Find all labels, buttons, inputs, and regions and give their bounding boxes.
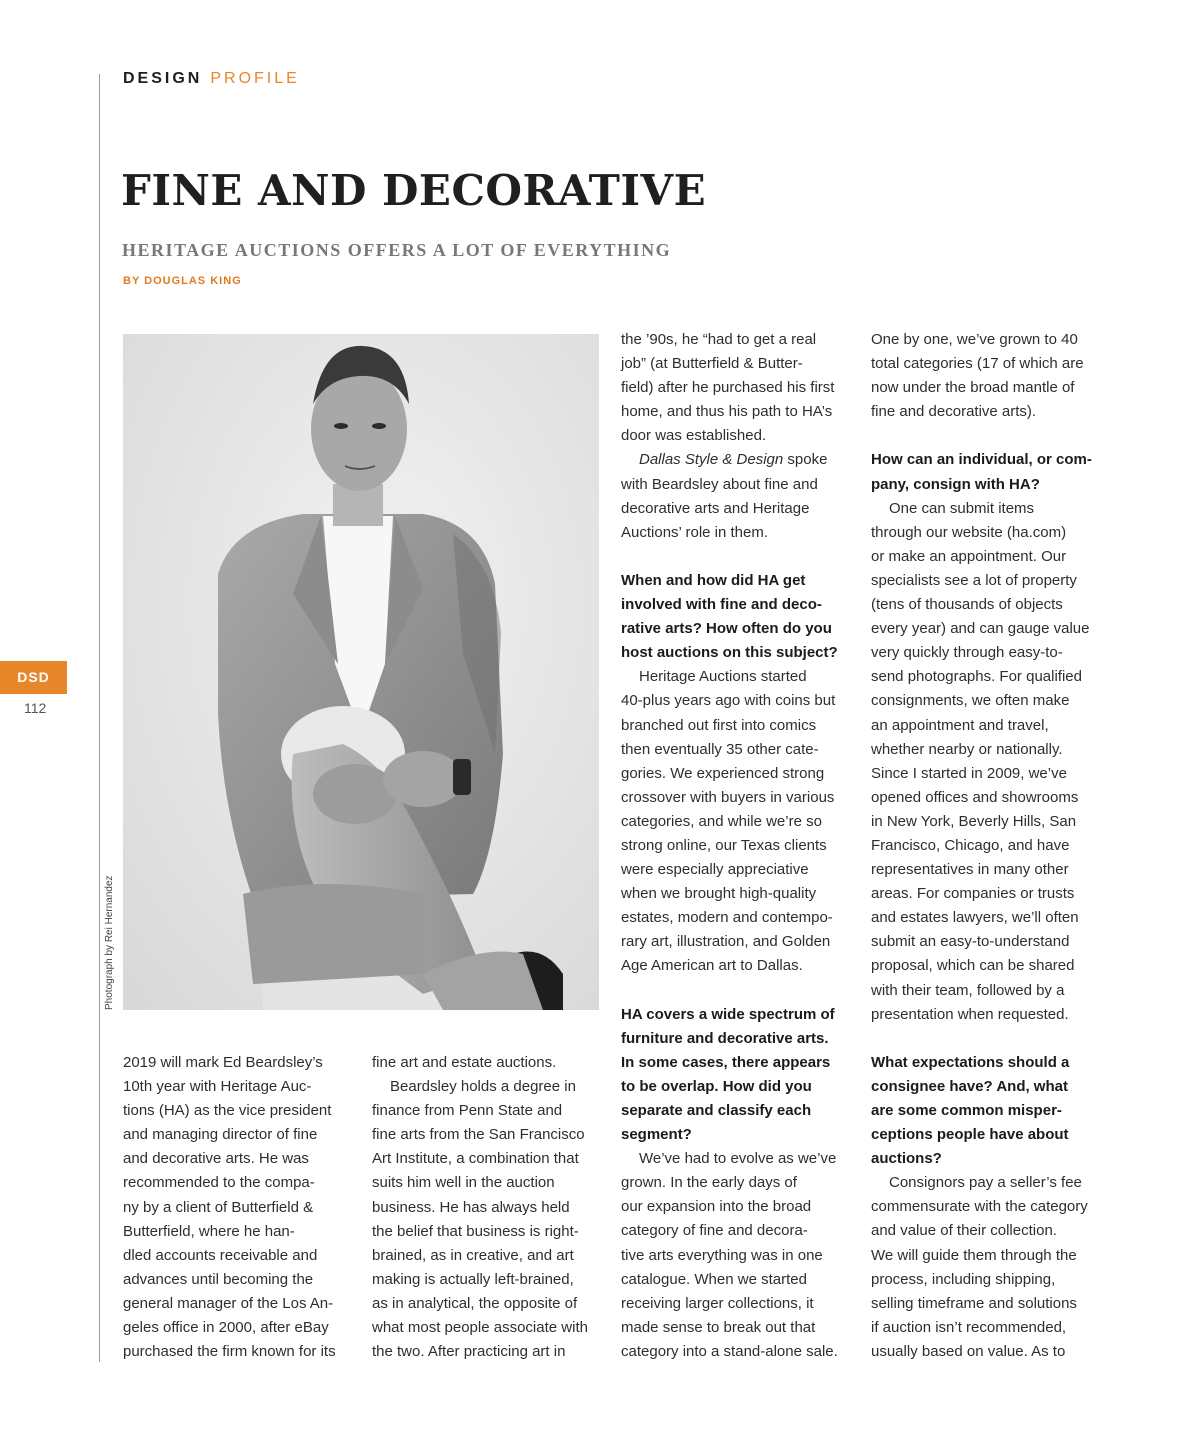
- text-line: job” (at Butterfield & Butter-: [621, 355, 803, 373]
- text-line: Heritage Auctions started: [639, 668, 807, 686]
- text-line: 10th year with Heritage Auc-: [123, 1078, 312, 1096]
- text-line: ny by a client of Butterfield &: [123, 1198, 314, 1216]
- text-line: One can submit items: [889, 499, 1035, 517]
- text-line: How can an individual, or com-: [871, 451, 1092, 469]
- text-line: advances until becoming the: [123, 1270, 314, 1288]
- text-line: fine and decorative arts).: [871, 403, 1037, 421]
- article-column-4: [871, 328, 1103, 1364]
- text-line: send photographs. For qualified: [871, 668, 1082, 686]
- interview-answer: [621, 1147, 853, 1364]
- text-line: recommended to the compa-: [123, 1174, 315, 1192]
- text-line: through our website (ha.com): [871, 523, 1067, 541]
- article-title: FINE AND DECORATIVE: [121, 166, 707, 215]
- text-line: 40-plus years ago with coins but: [621, 692, 836, 710]
- text-line: to be overlap. How did you: [621, 1077, 812, 1095]
- text-line: pany, consign with HA?: [871, 475, 1040, 493]
- text-line: presentation when requested.: [871, 1005, 1069, 1023]
- text-line: Consignors pay a seller’s fee: [889, 1174, 1082, 1192]
- interview-question: [871, 1051, 1103, 1171]
- text-line: category of fine and decora-: [621, 1222, 808, 1240]
- paragraph: [621, 448, 853, 544]
- text-line: consignments, we often make: [871, 692, 1070, 710]
- publication-name: Dallas Style & Design: [639, 451, 784, 469]
- text-line: as in analytical, the opposite of: [372, 1294, 578, 1312]
- interview-answer: [871, 497, 1103, 1027]
- text-line: suits him well in the auction: [372, 1174, 555, 1192]
- text-line: tive arts everything was in one: [621, 1246, 823, 1264]
- text-line: and value of their collection.: [871, 1222, 1057, 1240]
- text-line: estates, modern and contempo-: [621, 909, 833, 927]
- text-line: When and how did HA get: [621, 571, 806, 589]
- portrait-photo: [123, 334, 599, 1010]
- text-line: In some cases, there appears: [621, 1053, 831, 1071]
- interview-question: [621, 1003, 853, 1148]
- text-line: and decorative arts. He was: [123, 1150, 309, 1168]
- text-line: segment?: [621, 1126, 692, 1144]
- interview-answer: [871, 1171, 1103, 1364]
- margin-rule: [99, 74, 100, 1362]
- text-line: We will guide them through the: [871, 1246, 1077, 1264]
- text-line: and estates lawyers, we’ll often: [871, 909, 1079, 927]
- text-line: consignee have? And, what: [871, 1077, 1068, 1095]
- text-line: selling timeframe and solutions: [871, 1294, 1077, 1312]
- paragraph: [871, 328, 1103, 424]
- paragraph: [372, 1075, 604, 1364]
- text-line: brained, as in creative, and art: [372, 1246, 574, 1264]
- text-line: representatives in many other: [871, 861, 1069, 879]
- text-line: in New York, Beverly Hills, San: [871, 812, 1077, 830]
- text-line: the two. After practicing art in: [372, 1343, 566, 1361]
- article-subtitle: HERITAGE AUCTIONS OFFERS A LOT OF EVERYTHING: [122, 240, 672, 260]
- text-line: strong online, our Texas clients: [621, 836, 827, 854]
- section-label-profile: PROFILE: [210, 70, 300, 87]
- text-line: the ’90s, he “had to get a real: [621, 331, 817, 348]
- text-line: decorative arts and Heritage: [621, 499, 810, 517]
- text-line: making is actually left-brained,: [372, 1270, 574, 1288]
- text-line: now under the broad mantle of: [871, 379, 1075, 397]
- text-line: proposal, which can be shared: [871, 957, 1075, 975]
- paragraph: [372, 1051, 604, 1075]
- text-line: Auctions’ role in them.: [621, 523, 769, 541]
- text-line: Art Institute, a combination that: [372, 1150, 579, 1168]
- text-line: tions (HA) as the vice president: [123, 1102, 332, 1120]
- text-line: category into a stand-alone sale.: [621, 1342, 838, 1360]
- photo-credit: Photograph by Rei Hernandez: [104, 875, 115, 1010]
- text-line: business. He has always held: [372, 1198, 570, 1216]
- text-line: receiving larger collections, it: [621, 1294, 814, 1312]
- text-line: crossover with buyers in various: [621, 788, 835, 806]
- text-line: areas. For companies or trusts: [871, 885, 1075, 903]
- text-line: field) after he purchased his first: [621, 379, 835, 397]
- paragraph: [621, 328, 853, 448]
- text-line: home, and thus his path to HA’s: [621, 403, 833, 421]
- text-line: What expectations should a: [871, 1053, 1070, 1071]
- text-line: door was established.: [621, 427, 767, 445]
- text-line: dled accounts receivable and: [123, 1246, 318, 1264]
- text-line: every year) and can gauge value: [871, 620, 1090, 638]
- text-line: commensurate with the category: [871, 1198, 1088, 1216]
- interview-question: [621, 569, 853, 665]
- text-line: We’ve had to evolve as we’ve: [639, 1150, 837, 1168]
- text-line: rary art, illustration, and Golden: [621, 933, 831, 951]
- section-label: [123, 70, 300, 88]
- text-line: submit an easy-to-understand: [871, 933, 1070, 951]
- text-line: categories, and while we’re so: [621, 812, 822, 830]
- interview-answer: [621, 665, 853, 978]
- article-column-2: [372, 1051, 604, 1364]
- text-line: Beardsley holds a degree in: [390, 1078, 576, 1096]
- text-line: gories. We experienced strong: [621, 764, 825, 782]
- text-line: host auctions on this subject?: [621, 644, 838, 662]
- text-line: branched out first into comics: [621, 716, 817, 734]
- section-label-design: DESIGN: [123, 70, 203, 87]
- text-line: or make an appointment. Our: [871, 547, 1067, 565]
- article-column-1: [123, 1051, 355, 1364]
- text-line: total categories (17 of which are: [871, 355, 1084, 373]
- text-line: catalogue. When we started: [621, 1270, 807, 1288]
- text-line: auctions?: [871, 1150, 942, 1168]
- text-line: what most people associate with: [372, 1319, 588, 1337]
- magazine-tab: DSD: [0, 661, 67, 694]
- text-line: rative arts? How often do you: [621, 620, 832, 638]
- text-line: Since I started in 2009, we’ve: [871, 764, 1067, 782]
- text-line: with their team, followed by a: [871, 981, 1065, 999]
- interview-question: [871, 448, 1103, 496]
- paragraph: [123, 1051, 355, 1364]
- text-line: 2019 will mark Ed Beardsley’s: [123, 1054, 323, 1071]
- text-line: ceptions people have about: [871, 1126, 1069, 1144]
- text-line: One by one, we’ve grown to 40: [871, 331, 1078, 348]
- text-line: our expansion into the broad: [621, 1198, 812, 1216]
- text-line: spoke: [783, 451, 828, 469]
- text-line: are some common misper-: [871, 1102, 1062, 1119]
- text-line: general manager of the Los An-: [123, 1294, 334, 1312]
- text-line: if auction isn’t recommended,: [871, 1318, 1067, 1336]
- text-line: process, including shipping,: [871, 1270, 1056, 1288]
- text-line: whether nearby or nationally.: [871, 740, 1063, 758]
- text-line: opened offices and showrooms: [871, 788, 1079, 806]
- text-line: were especially appreciative: [621, 861, 809, 879]
- text-line: fine art and estate auctions.: [372, 1054, 557, 1071]
- text-line: involved with fine and deco-: [621, 596, 822, 614]
- text-line: Francisco, Chicago, and have: [871, 836, 1070, 854]
- text-line: with Beardsley about fine and: [621, 475, 818, 493]
- text-line: and managing director of fine: [123, 1126, 318, 1144]
- text-line: very quickly through easy-to-: [871, 644, 1063, 662]
- text-line: grown. In the early days of: [621, 1174, 797, 1192]
- text-line: finance from Penn State and: [372, 1102, 563, 1120]
- text-line: separate and classify each: [621, 1102, 812, 1119]
- page-number: 112: [24, 700, 47, 716]
- article-column-3: [621, 328, 853, 1364]
- text-line: fine arts from the San Francisco: [372, 1126, 585, 1144]
- text-line: furniture and decorative arts.: [621, 1029, 829, 1047]
- text-line: Butterfield, where he han-: [123, 1222, 295, 1240]
- text-line: purchased the firm known for its: [123, 1343, 336, 1361]
- text-line: made sense to break out that: [621, 1318, 816, 1336]
- text-line: HA covers a wide spectrum of: [621, 1005, 835, 1023]
- text-line: specialists see a lot of property: [871, 571, 1077, 589]
- text-line: (tens of thousands of objects: [871, 596, 1063, 614]
- text-line: Age American art to Dallas.: [621, 957, 803, 975]
- text-line: then eventually 35 other cate-: [621, 740, 819, 758]
- text-line: when we brought high-quality: [621, 885, 817, 903]
- text-line: geles office in 2000, after eBay: [123, 1319, 329, 1337]
- byline: BY DOUGLAS KING: [123, 275, 242, 287]
- text-line: an appointment and travel,: [871, 716, 1049, 734]
- text-line: usually based on value. As to: [871, 1342, 1066, 1360]
- text-line: the belief that business is right-: [372, 1222, 579, 1240]
